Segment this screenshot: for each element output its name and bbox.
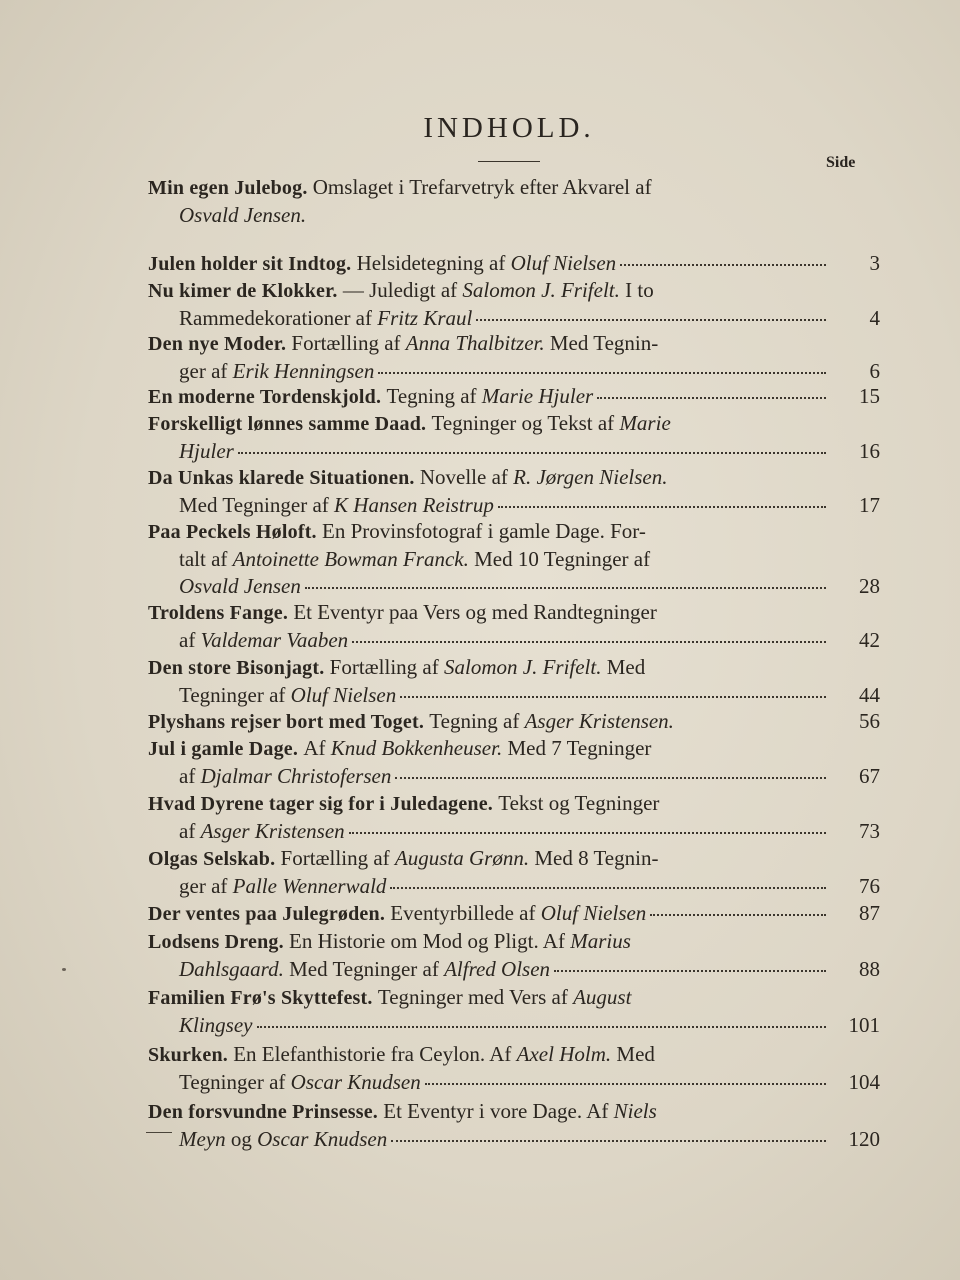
entry-contributor: Augusta Grønn. xyxy=(394,846,530,870)
entry-page-number: 88 xyxy=(859,956,880,981)
toc-entry xyxy=(148,1098,880,1153)
entry-description: Et Eventyr paa Vers og med Randtegninger xyxy=(293,600,657,624)
entry-title: Der ventes paa Julegrøden. xyxy=(148,903,386,925)
entry-contributor: Osvald Jensen xyxy=(179,574,301,598)
entry-page-number: 42 xyxy=(859,627,880,652)
dot-leader xyxy=(391,1139,826,1142)
entry-description: Et Eventyr i vore Dage. Af xyxy=(383,1099,609,1123)
entry-page-number: 73 xyxy=(859,818,880,843)
entry-title: Plyshans rejser bort med Toget. xyxy=(148,711,425,733)
entry-contributor: R. Jørgen Nielsen. xyxy=(513,465,668,489)
entry-continuation: Tegninger af xyxy=(179,1069,286,1094)
entry-description: Tekst og Tegninger xyxy=(498,791,660,815)
entry-page-number: 6 xyxy=(869,358,880,383)
entry-page-number: 87 xyxy=(859,901,880,925)
entry-title: Da Unkas klarede Situationen. xyxy=(148,467,415,489)
entry-contributor: Salomon J. Frifelt. xyxy=(444,655,602,679)
entry-description: Tegninger med Vers af xyxy=(377,985,568,1009)
toc-entry xyxy=(148,518,880,601)
entry-page-number: 101 xyxy=(848,1012,880,1037)
entry-title: Min egen Julebog. xyxy=(148,177,308,199)
toc-entry xyxy=(148,1041,880,1096)
dot-leader xyxy=(305,586,826,589)
entry-contributor: Hjuler xyxy=(179,438,234,463)
entry-description-tail: Med xyxy=(616,1042,655,1066)
entry-page-number: 4 xyxy=(869,305,880,330)
dot-leader xyxy=(349,831,826,834)
entry-page-number: 44 xyxy=(859,682,880,707)
entry-title: Den forsvundne Prinsesse. xyxy=(148,1101,379,1123)
dot-leader xyxy=(476,318,826,321)
toc-entry xyxy=(148,410,880,465)
paper-smudge xyxy=(62,968,66,971)
entry-contributor: Asger Kristensen xyxy=(200,818,345,843)
entry-description-tail: Med 8 Tegnin- xyxy=(534,846,659,870)
entry-contributor: Fritz Kraul xyxy=(377,305,473,330)
entry-description: Helsidetegning af xyxy=(356,251,506,275)
dot-leader xyxy=(395,776,826,779)
entry-page-number: 67 xyxy=(859,763,880,788)
dot-leader xyxy=(378,371,826,374)
entry-description: Fortælling af xyxy=(280,846,390,870)
dot-leader xyxy=(390,886,826,889)
entry-title: Forskelligt lønnes samme Daad. xyxy=(148,413,427,435)
entry-page-number: 120 xyxy=(848,1126,880,1151)
toc-entry xyxy=(148,383,880,411)
entry-contributor: Antoinette Bowman Franck. xyxy=(232,546,469,571)
dot-leader xyxy=(352,640,826,643)
entry-description: Tegning af xyxy=(386,384,477,408)
entry-contributor: Axel Holm. xyxy=(516,1042,612,1066)
dot-leader xyxy=(238,451,826,454)
entry-description-tail: Med xyxy=(606,655,646,679)
toc-entry xyxy=(148,654,880,709)
entry-title: Nu kimer de Klokker. xyxy=(148,280,338,302)
entry-contributor: Meyn xyxy=(179,1126,226,1151)
dot-leader xyxy=(425,1082,826,1085)
entry-description-tail: I to xyxy=(625,278,654,302)
entry-title: Den nye Moder. xyxy=(148,333,287,355)
toc-entry xyxy=(148,900,880,928)
entry-contributor: Oluf Nielsen xyxy=(290,682,397,707)
entry-contributor: Niels xyxy=(613,1099,657,1123)
entry-continuation: Med Tegninger af xyxy=(179,492,329,517)
entry-continuation: Tegninger af xyxy=(179,682,286,707)
toc-entry xyxy=(148,277,880,332)
entry-continuation: ger af xyxy=(179,358,228,383)
entry-title: Troldens Fange. xyxy=(148,602,289,624)
entry-contributor: Palle Wennerwald xyxy=(232,873,387,898)
entry-title: En moderne Tordenskjold. xyxy=(148,386,382,408)
entry-page-number: 3 xyxy=(869,251,880,275)
entry-continuation: af xyxy=(179,818,196,843)
entry-contributor: Asger Kristensen. xyxy=(524,709,674,733)
entry-contributor: Oluf Nielsen xyxy=(540,901,647,925)
toc-entry xyxy=(148,464,880,519)
entry-description: En Elefanthistorie fra Ceylon. Af xyxy=(233,1042,512,1066)
entry-contributor: K Hansen Reistrup xyxy=(334,492,494,517)
entry-description: Novelle af xyxy=(419,465,508,489)
entry-page-number: 104 xyxy=(848,1069,880,1094)
entry-continuation: og xyxy=(230,1126,252,1151)
entry-continuation: ger af xyxy=(179,873,228,898)
toc-entry xyxy=(148,928,880,983)
toc-entry xyxy=(148,735,880,790)
entry-description-tail: Med 10 Tegninger af xyxy=(474,546,651,571)
entry-title: Lodsens Dreng. xyxy=(148,931,284,953)
entry-description: Af xyxy=(303,736,326,760)
entry-page-number: 17 xyxy=(859,492,880,517)
entry-continuation: talt af xyxy=(179,546,228,571)
entry-continuation: Med Tegninger af xyxy=(289,956,439,981)
entry-description: — Juledigt af xyxy=(342,278,458,302)
toc-entry xyxy=(148,250,880,278)
entry-contributor: Osvald Jensen. xyxy=(179,202,307,227)
dot-leader xyxy=(498,505,826,508)
toc-entry xyxy=(148,984,880,1039)
toc-entry xyxy=(148,599,880,654)
entry-title: Olgas Selskab. xyxy=(148,848,276,870)
entry-description-tail: Med Tegnin- xyxy=(549,331,659,355)
page-title: INDHOLD. xyxy=(423,112,595,144)
entry-contributor: Alfred Olsen xyxy=(444,956,551,981)
entry-contributor: Oluf Nielsen xyxy=(510,251,617,275)
entry-contributor: Knud Bokkenheuser. xyxy=(330,736,503,760)
entry-continuation: af xyxy=(179,627,196,652)
entry-contributor: Djalmar Christofersen xyxy=(200,763,392,788)
entry-contributor: Oscar Knudsen xyxy=(257,1126,388,1151)
entry-description: Eventyrbillede af xyxy=(390,901,536,925)
entry-description: Omslaget i Trefarvetryk efter Akvarel af xyxy=(312,175,652,199)
entry-contributor: Salomon J. Frifelt. xyxy=(462,278,620,302)
entry-description: En Historie om Mod og Pligt. Af xyxy=(289,929,565,953)
entry-description: Tegning af xyxy=(429,709,520,733)
entry-contributor: Oscar Knudsen xyxy=(290,1069,421,1094)
pencil-mark xyxy=(146,1132,172,1133)
dot-leader xyxy=(620,263,826,266)
entry-contributor: Marie xyxy=(619,411,671,435)
dot-leader xyxy=(400,695,826,698)
entry-description-tail: Med 7 Tegninger xyxy=(507,736,652,760)
entry-title: Skurken. xyxy=(148,1044,228,1066)
entry-page-number: 56 xyxy=(859,709,880,733)
entry-contributor: Klingsey xyxy=(179,1012,253,1037)
entry-title: Familien Frø's Skyttefest. xyxy=(148,987,373,1009)
entry-title: Julen holder sit Indtog. xyxy=(148,253,352,275)
entry-description: Fortælling af xyxy=(291,331,401,355)
entry-contributor: Marius xyxy=(570,929,631,953)
entry-contributor: Erik Henningsen xyxy=(232,358,375,383)
entry-continuation: Rammedekorationer af xyxy=(179,305,372,330)
dot-leader xyxy=(597,396,826,399)
entry-page-number: 16 xyxy=(859,438,880,463)
toc-entry xyxy=(148,330,880,385)
entry-title: Den store Bisonjagt. xyxy=(148,657,325,679)
entry-title: Paa Peckels Høloft. xyxy=(148,521,317,543)
entry-contributor: Marie Hjuler xyxy=(481,384,594,408)
dot-leader xyxy=(257,1025,827,1028)
entry-contributor: Anna Thalbitzer. xyxy=(405,331,545,355)
toc-entry xyxy=(148,790,880,845)
dot-leader xyxy=(650,913,826,916)
entry-description: Tegninger og Tekst af xyxy=(431,411,615,435)
entry-page-number: 76 xyxy=(859,873,880,898)
entry-contributor: Dahlsgaard. xyxy=(179,956,284,981)
entry-continuation: af xyxy=(179,763,196,788)
entry-title: Hvad Dyrene tager sig for i Juledagene. xyxy=(148,793,493,815)
entry-description: Fortælling af xyxy=(329,655,439,679)
entry-description: En Provinsfotograf i gamle Dage. For- xyxy=(322,519,646,543)
entry-page-number: 28 xyxy=(859,574,880,598)
toc-entry xyxy=(148,708,880,736)
page-column-label: Side xyxy=(826,154,856,171)
entry-page-number: 15 xyxy=(859,384,880,408)
toc-entry xyxy=(148,174,880,229)
entry-contributor: Valdemar Vaaben xyxy=(200,627,349,652)
entry-contributor: August xyxy=(573,985,632,1009)
toc-entry xyxy=(148,845,880,900)
dot-leader xyxy=(554,969,826,972)
entry-title: Jul i gamle Dage. xyxy=(148,738,299,760)
